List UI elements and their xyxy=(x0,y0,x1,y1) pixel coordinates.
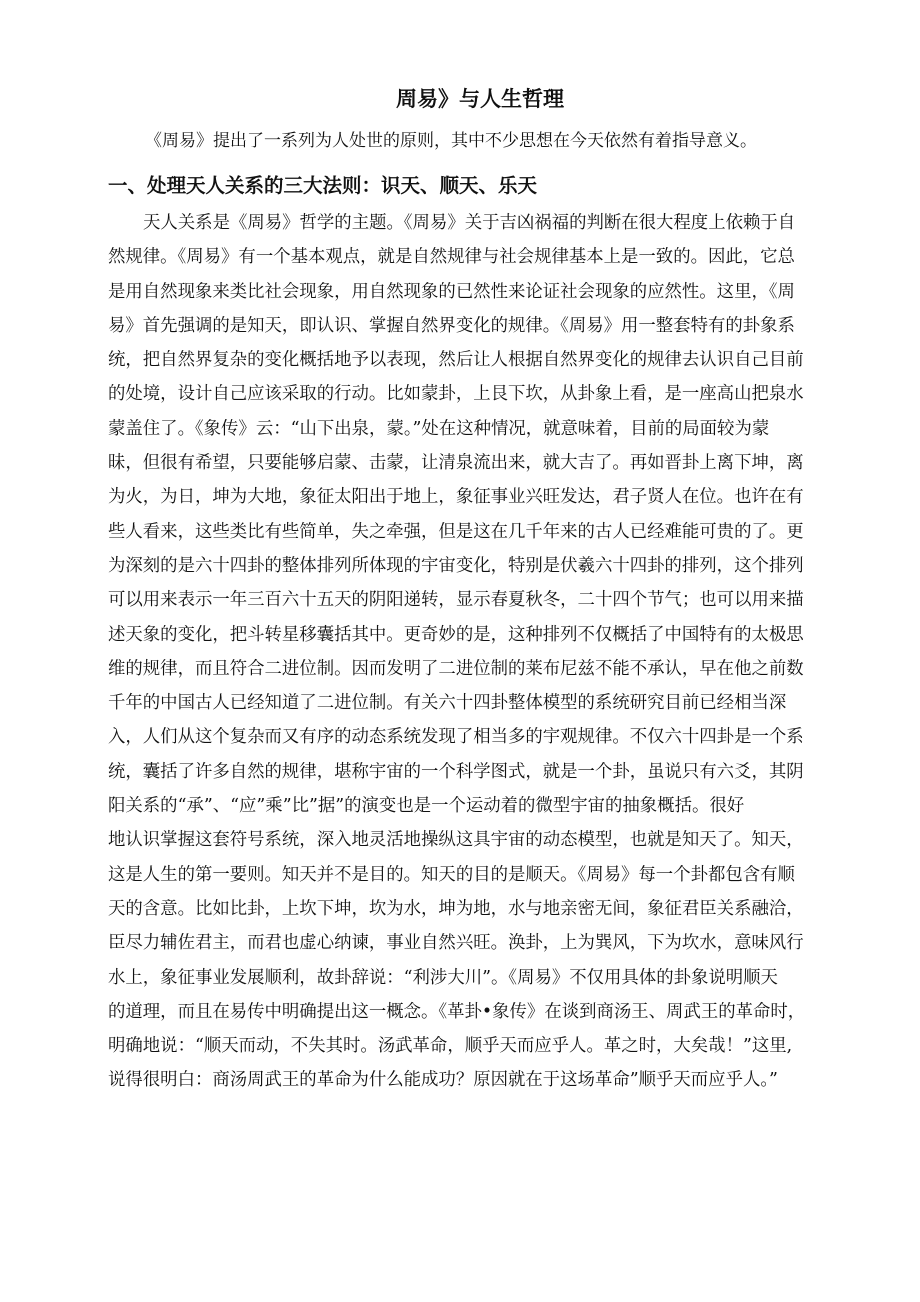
body-paragraph xyxy=(108,206,848,1098)
paragraph-line: 的处境，设计自己应该采取的行动。比如蒙卦，上艮下坎，从卦象上看，是一座高山把泉水 xyxy=(108,384,804,405)
intro-paragraph: 《周易》提出了一系列为人处世的原则，其中不少思想在今天依然有着指导意义。 xyxy=(145,131,757,151)
paragraph-line: 这是人生的第一要则。知天并不是目的。知天的目的是顺天。《周易》每一个卦都包含有顺 xyxy=(108,864,795,885)
paragraph-line: 统，把自然界复杂的变化概括地予以表现，然后让人根据自然界变化的规律去认识自己目前 xyxy=(108,350,804,371)
paragraph-line: 是用自然现象来类比社会现象，用自然现象的已然性来论证社会现象的应然性。这里，《周 xyxy=(108,281,795,302)
paragraph-line: 明确地说：“顺天而动，不失其时。汤武革命，顺乎天而应乎人。革之时，大矣哉！”这里, xyxy=(108,1036,793,1057)
paragraph-line: 可以用来表示一年三百六十五天的阴阳递转，显示春夏秋冬，二十四个节气；也可以用来描 xyxy=(108,590,804,611)
paragraph-line: 臣尽力辅佐君主，而君也虚心纳谏，事业自然兴旺。涣卦，上为巽风，下为坎水，意味风行 xyxy=(108,933,804,954)
paragraph-line: 说得很明白：商汤周武王的革命为什么能成功？原因就在于这场革命”顺乎天而应乎人。” xyxy=(108,1070,778,1091)
paragraph-line: 昧，但很有希望，只要能够启蒙、击蒙，让清泉流出来，就大吉了。再如晋卦上离下坤，离 xyxy=(108,453,804,474)
paragraph-line: 的道理，而且在易传中明确提出这一概念。《革卦•象传》在谈到商汤王、周武王的革命时， xyxy=(108,1001,806,1022)
paragraph-line: 易》首先强调的是知天，即认识、掌握自然界变化的规律。《周易》用一整套特有的卦象系 xyxy=(108,315,795,336)
paragraph-line: 为深刻的是六十四卦的整体排列所体现的宇宙变化，特别是伏羲六十四卦的排列，这个排列 xyxy=(108,555,804,576)
paragraph-line: 水上，象征事业发展顺利，故卦辞说：“利涉大川”。《周易》不仅用具体的卦象说明顺天 xyxy=(108,967,778,988)
document-title: 周易》与人生哲理 xyxy=(396,87,564,111)
paragraph-line: 为火，为日，坤为大地，象征太阳出于地上，象征事业兴旺发达，君子贤人在位。也许在有 xyxy=(108,487,804,508)
section-heading: 一、处理天人关系的三大法则：识天、顺天、乐天 xyxy=(108,174,538,197)
paragraph-line: 统，囊括了许多自然的规律，堪称宇宙的一个科学图式，就是一个卦，虽说只有六爻，其阴 xyxy=(108,761,804,782)
paragraph-line: 维的规律，而且符合二进位制。因而发明了二进位制的莱布尼兹不能不承认，早在他之前数 xyxy=(108,658,804,679)
paragraph-line: 些人看来，这些类比有些简单，失之牵强，但是这在几千年来的古人已经难能可贵的了。更 xyxy=(108,521,804,542)
paragraph-line: 千年的中国古人已经知道了二进位制。有关六十四卦整体模型的系统研究目前已经相当深 xyxy=(108,693,787,714)
paragraph-line: 天人关系是《周易》哲学的主题。《周易》关于吉凶祸福的判断在很大程度上依赖于自 xyxy=(143,213,796,233)
paragraph-line: 述天象的变化，把斗转星移囊括其中。更奇妙的是，这种排列不仅概括了中国特有的太极思 xyxy=(108,624,804,645)
paragraph-line: 阳关系的“承”、“应”乘”比”据”的演变也是一个运动着的微型宇宙的抽象概括。很好 xyxy=(108,796,745,817)
paragraph-line: 天的含意。比如比卦，上坎下坤，坎为水，坤为地，水与地亲密无间，象征君臣关系融洽， xyxy=(108,898,804,919)
paragraph-line: 然规律。《周易》有一个基本观点，就是自然规律与社会规律基本上是一致的。因此，它总 xyxy=(108,247,795,268)
paragraph-line: 蒙盖住了。《象传》云：“山下出泉，蒙。”处在这种情况，就意味着，目前的局面较为蒙 xyxy=(108,418,770,439)
paragraph-line: 地认识掌握这套符号系统，深入地灵活地操纵这具宇宙的动态模型，也就是知天了。知天， xyxy=(108,830,804,851)
paragraph-line: 入，人们从这个复杂而又有序的动态系统发现了相当多的宇观规律。不仅六十四卦是一个系 xyxy=(108,727,804,748)
